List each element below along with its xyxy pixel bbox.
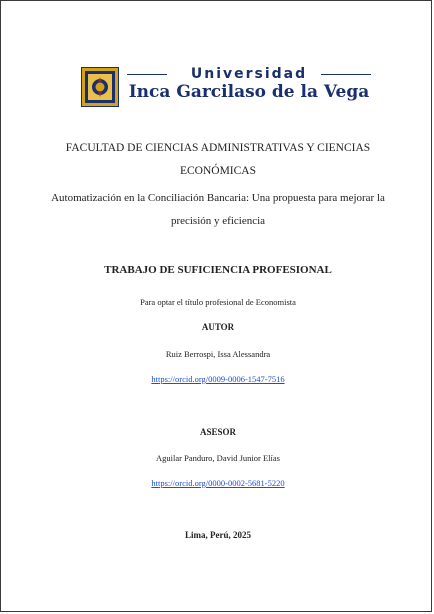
university-logo [81,67,371,107]
author-orcid-link[interactable]: https://orcid.org/0009-0006-1547-7516 [151,374,285,384]
degree-purpose: Para optar el título profesional de Economista [140,297,296,307]
author-label: AUTOR [201,322,235,332]
place-and-date: Lima, Perú, 2025 [185,530,251,540]
advisor-name: Aguilar Panduro, David Junior Elías [156,453,280,463]
faculty-line-2: ECONÓMICAS [179,165,257,177]
thesis-title-line-2: precisión y eficiencia [170,215,266,227]
university-seal-icon [81,67,119,107]
logo-university-name: Inca Garcilaso de la Vega [128,82,370,102]
author-name: Ruiz Berrospi, Issa Alessandra [165,349,271,359]
faculty-line-1: FACULTAD DE CIENCIAS ADMINISTRATIVAS Y CIENCIAS [65,142,371,154]
thesis-title-line-1: Automatización en la Conciliación Bancaria: Una propuesta para mejorar la [51,192,385,204]
advisor-orcid-link[interactable]: https://orcid.org/0000-0002-5681-5220 [151,478,285,488]
thesis-title [31,187,405,233]
work-type: TRABAJO DE SUFICIENCIA PROFESIONAL [104,264,332,276]
faculty-heading [31,137,405,183]
advisor-label: ASESOR [199,427,236,437]
logo-university-label: Universidad [190,66,308,82]
